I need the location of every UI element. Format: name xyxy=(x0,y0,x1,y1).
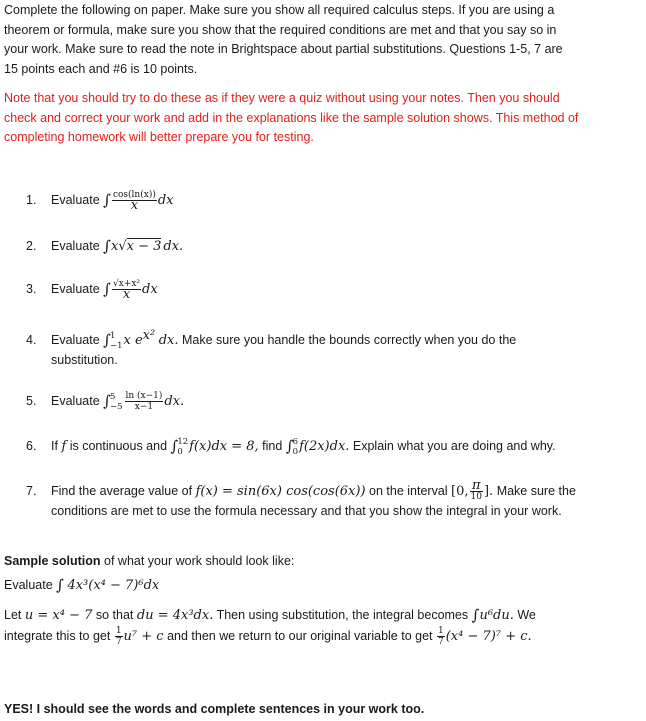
note-line: completing homework will better prepare you for testing. xyxy=(4,130,314,144)
integral-limits xyxy=(177,437,188,457)
question-1 xyxy=(26,190,640,214)
integrand: f(x)dx = 8, xyxy=(189,439,259,454)
intro-paragraph xyxy=(4,1,640,79)
question-5 xyxy=(26,391,640,412)
question-label: Evaluate xyxy=(51,282,100,296)
radicand: x − 3 xyxy=(126,239,162,254)
expression-x: x xyxy=(110,239,119,254)
question-6 xyxy=(26,436,640,457)
upper-limit: 1 xyxy=(109,330,116,341)
integrand: f(2x)dx. xyxy=(299,439,350,454)
differential: dx xyxy=(142,282,158,297)
sample-evaluate-line xyxy=(4,575,640,596)
sample-text: so that xyxy=(95,608,134,622)
intro-line: 15 points each and #6 is 10 points. xyxy=(4,61,198,76)
integral-sign: ∫ xyxy=(103,191,111,209)
lower-limit: 0 xyxy=(292,446,299,457)
sample-line-1 xyxy=(4,605,640,626)
denominator: x−1 xyxy=(134,402,154,413)
fraction xyxy=(112,190,157,214)
exponent: x² xyxy=(142,328,156,343)
sample-heading xyxy=(4,552,640,572)
question-number: 4. xyxy=(26,333,37,348)
question-label: Evaluate xyxy=(51,333,100,348)
sample-math: du = 4x³dx. xyxy=(136,608,214,623)
question-3 xyxy=(26,279,640,303)
integrand: x e xyxy=(123,333,143,349)
lower-limit: −1 xyxy=(109,340,123,351)
intro-line: Complete the following on paper. Make sure you show all required calculus steps. If you are using a xyxy=(4,3,555,17)
interval-close: ]. xyxy=(483,483,494,499)
denominator: 10 xyxy=(470,492,482,502)
question-text: Make sure the xyxy=(496,483,576,498)
question-number: 7. xyxy=(26,483,37,498)
fraction xyxy=(470,478,483,502)
integral-sign: ∫ xyxy=(285,437,294,455)
sample-math: u = x⁴ − 7 xyxy=(24,608,93,623)
question-text: on the interval xyxy=(369,483,448,498)
upper-limit: 12 xyxy=(177,436,189,447)
interval-open: [0, xyxy=(451,483,469,499)
fraction xyxy=(115,626,123,647)
sample-solution xyxy=(4,552,640,647)
question-2 xyxy=(26,236,640,257)
fraction xyxy=(112,279,141,303)
upper-limit: 6 xyxy=(292,436,299,447)
sample-text: integrate this to get xyxy=(4,628,111,643)
function-symbol: f xyxy=(61,439,67,454)
question-4 xyxy=(26,326,640,370)
numerator: ln (x−1) xyxy=(125,391,163,402)
sqrt-sign: √ xyxy=(118,239,127,254)
integral-sign: ∫ xyxy=(471,606,480,624)
sample-math: u⁶du. xyxy=(479,608,514,623)
upper-limit: 5 xyxy=(109,391,116,402)
sample-heading-rest: of what your work should look like: xyxy=(100,554,295,568)
numerator: 1 xyxy=(438,625,444,636)
note-line: check and correct your work and add in the explanations like the sample solution shows. This method of xyxy=(4,110,579,125)
sample-math: (x⁴ − 7)⁷ + c. xyxy=(445,628,532,644)
differential: dx. xyxy=(164,394,185,409)
sample-heading-bold: Sample solution xyxy=(4,554,101,568)
question-number: 2. xyxy=(26,239,37,253)
question-7 xyxy=(26,478,640,522)
question-instruction: Make sure you handle the bounds correctly when you do the xyxy=(181,333,517,348)
integral-sign: ∫ xyxy=(103,280,111,298)
question-label: Evaluate xyxy=(51,193,100,207)
question-text: find xyxy=(262,439,283,453)
integral-limits xyxy=(110,331,123,351)
integral-sign: ∫ xyxy=(56,575,64,594)
closing-statement: YES! I should see the words and complete sentences in your work too. xyxy=(4,702,425,716)
lower-limit: 0 xyxy=(177,446,183,457)
integral-limits xyxy=(110,392,123,412)
note-paragraph xyxy=(4,89,640,148)
sample-text: and then we return to our original variable to get xyxy=(167,628,433,643)
fraction xyxy=(437,626,445,647)
numerator: π xyxy=(470,481,483,492)
sample-text: We xyxy=(517,608,536,622)
sample-math: u⁷ + c xyxy=(123,628,164,644)
question-number: 6. xyxy=(26,439,37,453)
lower-limit: −5 xyxy=(109,401,123,412)
numerator: 1 xyxy=(115,625,122,636)
integral-sign: ∫ xyxy=(103,331,111,350)
question-number: 3. xyxy=(26,282,37,296)
note-line: Note that you should try to do these as if they were a quiz without using your notes. Then you should xyxy=(4,91,560,105)
sample-text: Let xyxy=(4,608,22,622)
question-number: 5. xyxy=(26,394,37,408)
question-label: Evaluate xyxy=(51,239,100,253)
question-text: If xyxy=(51,439,58,453)
sample-evaluate-label: Evaluate xyxy=(4,577,53,592)
question-number: 1. xyxy=(26,193,37,207)
differential: dx. xyxy=(158,333,179,349)
question-text: Explain what you are doing and why. xyxy=(352,439,556,453)
question-text: is continuous and xyxy=(69,439,168,453)
denominator: x xyxy=(122,287,131,303)
denominator: x xyxy=(130,198,139,214)
question-label: Evaluate xyxy=(51,394,100,408)
numerator: √x+x² xyxy=(112,279,141,290)
question-text-cont: conditions are met to use the formula necessary and that you show the integral in your work. xyxy=(51,504,562,518)
sample-evaluate-expr: 4x³(x⁴ − 7)⁶dx xyxy=(67,577,160,593)
integral-sign: ∫ xyxy=(103,392,111,410)
differential: dx xyxy=(157,193,174,208)
differential: dx. xyxy=(163,239,184,254)
question-text: Find the average value of xyxy=(51,483,193,498)
fraction xyxy=(125,391,164,412)
sample-text: Then using substitution, the integral becomes xyxy=(216,608,469,622)
denominator: 7 xyxy=(115,636,122,647)
numerator: cos(ln(x)) xyxy=(112,190,156,201)
sample-line-2 xyxy=(4,626,640,647)
intro-line: theorem or formula, make sure you show that the required conditions are met and that you say so in xyxy=(4,22,557,37)
integral-sign: ∫ xyxy=(103,237,111,255)
integral-sign: ∫ xyxy=(170,437,179,455)
question-instruction-cont: substitution. xyxy=(51,352,118,367)
intro-line: your work. Make sure to read the note in Brightspace about partial substitutions. Questions 1-5, 7 are xyxy=(4,42,563,56)
function-expression: f(x) = sin(6x) cos(cos(6x)) xyxy=(195,483,366,499)
denominator: 7 xyxy=(438,636,444,647)
